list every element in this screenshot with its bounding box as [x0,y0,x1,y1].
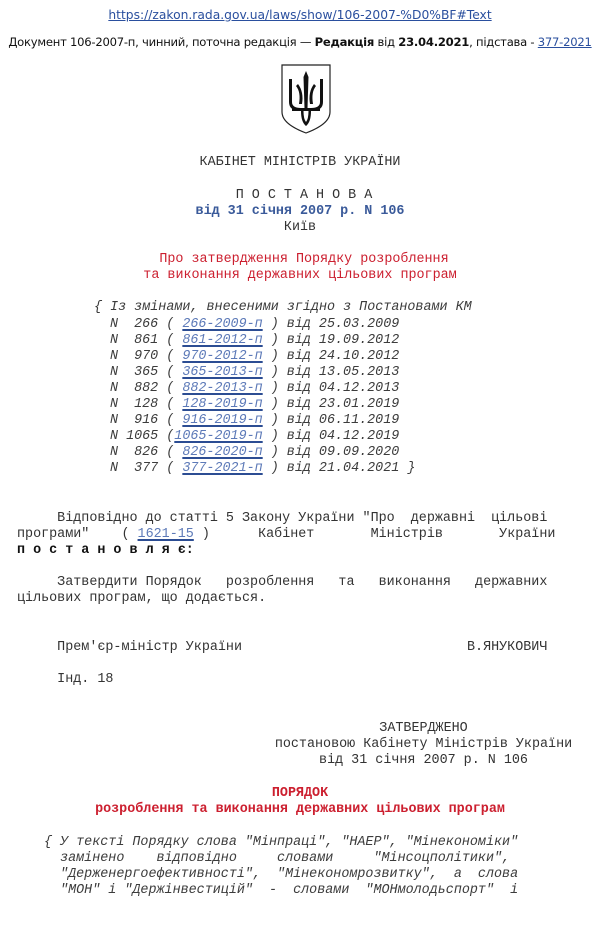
amendment-link[interactable]: 882-2013-п [182,381,263,396]
amendment-date: ) від 04.12.2013 [262,381,400,396]
amendment-date: ) від 04.12.2019 [262,429,400,444]
document-status-line [0,35,600,49]
amendment-number: N 128 ( [110,397,183,412]
note-line-3: "Держенергоефективності", "Мінекономрозвитку", а слова [44,867,519,882]
amendment-link[interactable]: 128-2019-п [182,397,263,412]
basis-label: , підстава - [469,35,538,49]
document-city: Київ [283,220,317,235]
procedure-subtitle: розроблення та виконання державних цільових програм [95,802,505,817]
amendment-number: N 970 ( [110,349,183,364]
amendment-item [110,381,399,397]
edition-date: 23.04.2021 [398,35,470,49]
amendment-item [110,397,399,413]
procedure-title: ПОРЯДОК [271,786,329,801]
amendment-date: ) від 25.03.2009 [262,317,400,332]
subject-line-2: та виконання державних цільових програм [143,268,457,283]
amendment-item [110,445,399,461]
index-number: Інд. 18 [17,672,114,687]
approved-label: ЗАТВЕРДЖЕНО [379,721,468,736]
approved-date: від 31 січня 2007 р. N 106 [319,753,528,768]
amendment-number: N 826 ( [110,445,183,460]
amendment-link[interactable]: 1065-2019-п [174,429,263,444]
doc-info-prefix: Документ 106-2007-п, чинний, поточна редакція — [8,35,315,49]
amendment-item [110,365,399,381]
trident-coat-of-arms-icon [279,62,333,136]
amendment-number: N 377 ( [110,461,183,476]
amendment-date: ) від 24.10.2012 [262,349,400,364]
amendment-link[interactable]: 377-2021-п [182,461,263,476]
amendment-link[interactable]: 916-2019-п [182,413,263,428]
resolution-line-2: цільових програм, що додається. [17,591,267,606]
amendment-item [110,317,399,333]
preamble-text: ) Кабінет Міністрів України [193,527,556,542]
resolution-line-1: Затвердити Порядок розроблення та виконання державних [17,575,548,590]
preamble-line-1: Відповідно до статті 5 Закону України "Про державні цільові [17,511,548,526]
amendment-link[interactable]: 266-2009-п [182,317,263,332]
amendment-item [110,429,399,445]
amendment-number: N 266 ( [110,317,183,332]
edition-label: Редакція [314,35,375,49]
decree-word: п о с т а н о в л я є: [17,543,194,558]
amendment-link[interactable]: 861-2012-п [182,333,263,348]
amendment-item [110,349,399,365]
amendment-number: N 916 ( [110,413,183,428]
note-line-1: { У тексті Порядку слова "Мінпраці", "НАЕР", "Мінекономіки" [44,835,519,850]
amendments-intro: { Із змінами, внесеними згідно з Постановами КМ [94,300,472,315]
basis-link[interactable]: 377-2021 [537,35,592,49]
signature-line: Прем'єр-міністр України В.ЯНУКОВИЧ [17,640,548,655]
amendment-item [110,333,399,349]
edition-from: від [374,35,399,49]
amendment-number: N 365 ( [110,365,183,380]
note-line-4: "МОН" і "Держінвестицій" - словами "МОНмолодьспорт" і [44,883,519,898]
amendment-date: ) від 21.04.2021 } [262,461,416,476]
amendment-link[interactable]: 826-2020-п [182,445,263,460]
amendment-date: ) від 13.05.2013 [262,365,400,380]
amendment-number: N 882 ( [110,381,183,396]
amendment-number: N 861 ( [110,333,183,348]
amendment-item [110,461,415,477]
amendment-date: ) від 06.11.2019 [262,413,400,428]
amendment-date: ) від 19.09.2012 [262,333,400,348]
document-type: П О С Т А Н О В А [235,188,373,203]
amendment-link[interactable]: 365-2013-п [182,365,263,380]
law-link[interactable]: 1621-15 [137,527,194,542]
preamble-text: програми" ( [17,527,138,542]
document-date-number: від 31 січня 2007 р. N 106 [195,204,405,219]
amendment-number: N 1065 ( [110,429,175,444]
source-url-link[interactable]: https://zakon.rada.gov.ua/laws/show/106-2007-%D0%BF#Text [108,8,492,22]
issuer: КАБІНЕТ МІНІСТРІВ УКРАЇНИ [199,155,401,170]
amendment-item [110,413,399,429]
approved-by: постановою Кабінету Міністрів України [274,737,573,752]
source-url[interactable] [0,8,600,22]
note-line-2: замінено відповідно словами "Мінсоцполітики", [44,851,511,866]
amendment-link[interactable]: 970-2012-п [182,349,263,364]
amendment-date: ) від 23.01.2019 [262,397,400,412]
preamble-line-2 [17,527,555,543]
amendment-date: ) від 09.09.2020 [262,445,400,460]
subject-line-1: Про затвердження Порядку розроблення [159,252,449,267]
